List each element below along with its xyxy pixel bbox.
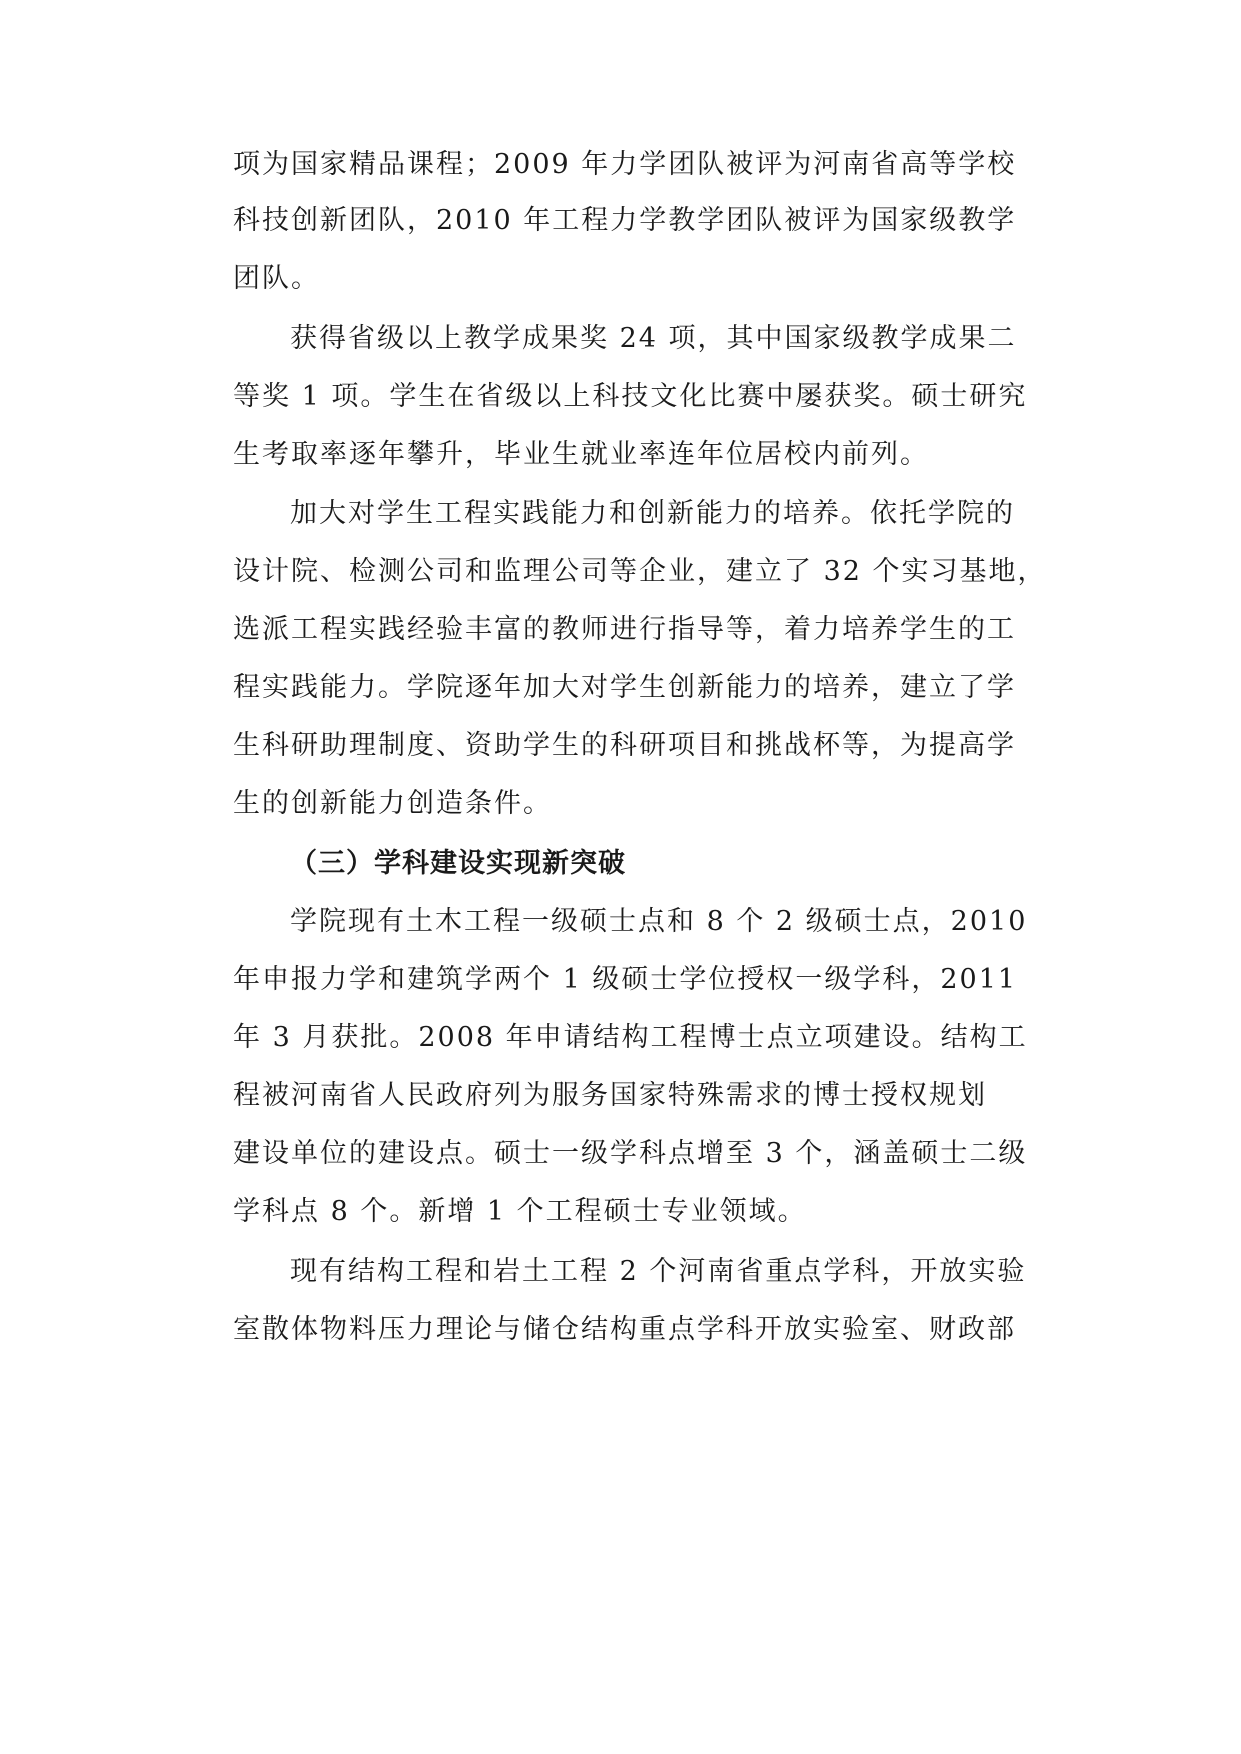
text-line: 项为国家精品课程；2009 年力学团队被评为河南省高等学校 bbox=[233, 149, 1017, 180]
text-line: 程实践能力。学院逐年加大对学生创新能力的培养，建立了学 bbox=[233, 672, 1016, 703]
paragraph-first-line: 学院现有土木工程一级硕士点和 8 个 2 级硕士点，2010 bbox=[290, 906, 1028, 937]
text-line: 团队。 bbox=[233, 263, 320, 294]
text-line: 程被河南省人民政府列为服务国家特殊需求的博士授权规划 bbox=[233, 1080, 987, 1111]
text-line: 生的创新能力创造条件。 bbox=[233, 788, 552, 819]
text-line: 选派工程实践经验丰富的教师进行指导等，着力培养学生的工 bbox=[233, 614, 1016, 645]
paragraph-first-line: 获得省级以上教学成果奖 24 项，其中国家级教学成果二 bbox=[290, 323, 1017, 354]
section-heading: （三）学科建设实现新突破 bbox=[290, 848, 626, 879]
text-line: 建设单位的建设点。硕士一级学科点增至 3 个，涵盖硕士二级 bbox=[233, 1138, 1028, 1169]
text-line: 年 3 月获批。2008 年申请结构工程博士点立项建设。结构工 bbox=[233, 1022, 1028, 1053]
paragraph-first-line: 现有结构工程和岩土工程 2 个河南省重点学科，开放实验 bbox=[290, 1256, 1027, 1287]
text-line: 学科点 8 个。新增 1 个工程硕士专业领域。 bbox=[233, 1196, 807, 1227]
text-line: 等奖 1 项。学生在省级以上科技文化比赛中屡获奖。硕士研究 bbox=[233, 381, 1028, 412]
text-line: 生考取率逐年攀升，毕业生就业率连年位居校内前列。 bbox=[233, 439, 929, 470]
text-line: 室散体物料压力理论与储仓结构重点学科开放实验室、财政部 bbox=[233, 1314, 1016, 1345]
text-line: 科技创新团队，2010 年工程力学教学团队被评为国家级教学 bbox=[233, 205, 1017, 236]
text-line: 年申报力学和建筑学两个 1 级硕士学位授权一级学科，2011 bbox=[233, 964, 1018, 995]
text-line: 生科研助理制度、资助学生的科研项目和挑战杯等，为提高学 bbox=[233, 730, 1016, 761]
text-line: 设计院、检测公司和监理公司等企业，建立了 32 个实习基地， bbox=[233, 556, 1047, 587]
paragraph-first-line: 加大对学生工程实践能力和创新能力的培养。依托学院的 bbox=[290, 498, 1015, 529]
